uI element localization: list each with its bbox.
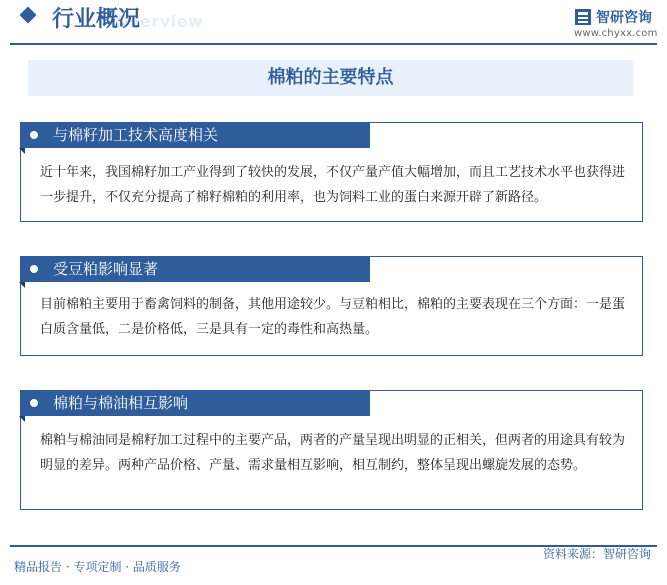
section-text: 近十年来，我国棉籽加工产业得到了较快的发展，不仅产量产值大幅增加，而且工艺技术水平也获得进一步提升，不仅充分提高了棉籽棉粕的利用率，也为饲料工业的蛋白来源开辟了新路径。 [40, 165, 626, 205]
ribbon-fold [19, 416, 25, 422]
chyxx-logo-icon [574, 8, 592, 26]
section-label-pill [20, 122, 370, 148]
data-source: 资料来源：智研咨询 [542, 547, 651, 561]
footer-divider [10, 545, 657, 547]
page-title: 行业概况 [52, 7, 141, 32]
brand-url: www.chyxx.com [574, 28, 658, 39]
dot-icon [30, 131, 38, 139]
title-watermark: Overview [115, 12, 204, 31]
section-label-pill [20, 390, 370, 416]
section-heading: 棉粕的主要特点 [28, 60, 633, 96]
section-label: 棉粕与棉油相互影响 [53, 394, 189, 412]
footer-tagline: 精品报告 · 专项定制 · 品质服务 [14, 560, 181, 574]
diamond-icon [20, 7, 37, 24]
ribbon-fold [19, 282, 25, 288]
page-header [0, 0, 667, 48]
header-divider [10, 43, 657, 45]
section-label: 与棉籽加工技术高度相关 [53, 126, 219, 144]
section-text: 棉粕与棉油同是棉籽加工过程中的主要产品，两者的产量呈现出明显的正相关，但两者的用途具有较为明显的差异。两种产品价格、产量、需求量相互影响，相互制约，整体呈现出螺旋发展的态势。 [40, 433, 626, 473]
section-label: 受豆粕影响显著 [53, 260, 159, 278]
section-label-pill [20, 256, 370, 282]
ribbon-fold [19, 148, 25, 154]
brand-name: 智研咨询 [596, 10, 652, 26]
dot-icon [30, 265, 38, 273]
dot-icon [30, 399, 38, 407]
section-text: 目前棉粕主要用于畜禽饲料的制备，其他用途较少。与豆粕相比，棉粕的主要表现在三个方面：一是蛋白质含量低，二是价格低，三是具有一定的毒性和高热量。 [40, 297, 626, 337]
